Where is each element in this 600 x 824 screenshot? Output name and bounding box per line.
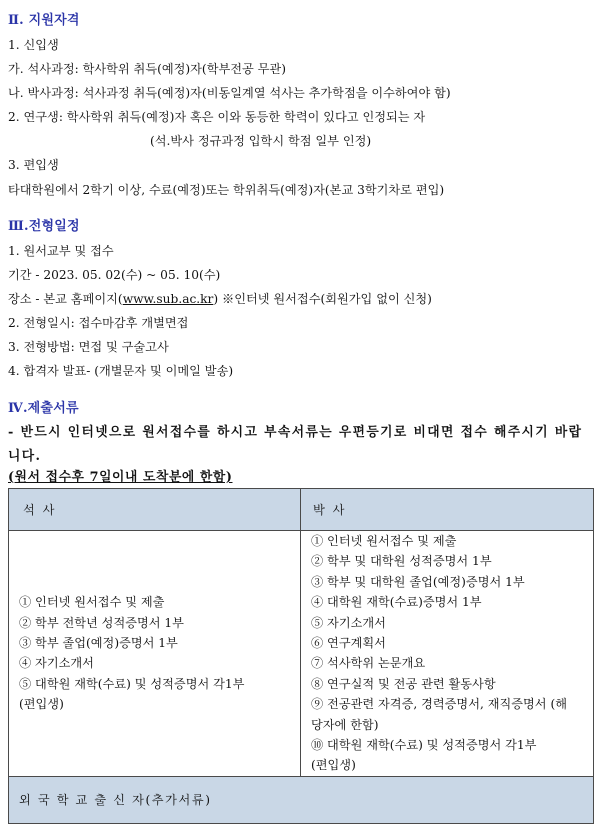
list-item: ⑤ 대학원 재학(수료) 및 성적증명서 각1부 xyxy=(19,676,245,691)
list-item: ⑥ 연구계획서 xyxy=(311,636,386,651)
text-line-place xyxy=(8,290,432,307)
list-item: 당자에 한함) xyxy=(311,717,379,732)
list-item: ② 학부 전학년 성적증명서 1부 xyxy=(19,615,184,630)
list-item: ② 학부 및 대학원 성적증명서 1부 xyxy=(311,554,492,569)
section-heading-documents: Ⅳ.제출서류 xyxy=(8,401,79,416)
table-header-master: 석 사 xyxy=(9,489,301,531)
text-line: 타대학원에서 2학기 이상, 수료(예정)또는 학위취득(예정)자(본교 3학기차로 편입) xyxy=(8,183,445,197)
text-line: 4. 합격자 발표- (개별문자 및 이메일 발송) xyxy=(8,364,234,378)
doctor-documents-cell xyxy=(301,531,594,777)
list-item: (편입생) xyxy=(19,697,64,712)
list-item: ① 인터넷 원서접수 및 제출 xyxy=(19,595,165,610)
section-heading-eligibility: Ⅱ. 지원자격 xyxy=(8,13,80,28)
notice-line: - 반드시 인터넷으로 원서접수를 하시고 부속서류는 우편등기로 비대면 접수 해주시기 바랍 xyxy=(8,425,583,440)
master-documents-cell xyxy=(9,531,301,777)
list-item: ⑤ 자기소개서 xyxy=(311,615,386,630)
place-prefix: 장소 - 본교 홈페이지( xyxy=(8,292,123,306)
list-item: ③ 학부 졸업(예정)증명서 1부 xyxy=(19,636,178,651)
text-line: 3. 전형방법: 면접 및 구술고사 xyxy=(8,340,169,354)
text-line: 나. 박사과정: 석사과정 취득(예정)자(비동일계열 석사는 추가학점을 이수하여야 함) xyxy=(8,86,451,100)
notice-line: 니다. xyxy=(8,449,42,464)
list-item: ④ 대학원 재학(수료)증명서 1부 xyxy=(311,595,482,610)
list-item: ① 인터넷 원서접수 및 제출 xyxy=(311,534,457,548)
list-item: ⑧ 연구실적 및 전공 관련 활동사항 xyxy=(311,676,496,691)
text-line: 기간 - 2023. 05. 02(수) ~ 05. 10(수) xyxy=(8,268,221,282)
table-header-doctor: 박 사 xyxy=(301,489,594,531)
text-line: 3. 편입생 xyxy=(8,158,59,172)
text-line: 1. 신입생 xyxy=(8,38,59,52)
place-suffix: ) ※인터넷 원서접수(회원가입 없이 신청) xyxy=(213,292,432,306)
list-item: (편입생) xyxy=(311,758,356,773)
section-heading-schedule: Ⅲ.전형일정 xyxy=(8,219,80,234)
notice-deadline: (원서 접수후 7일이내 도착분에 한함) xyxy=(8,470,233,485)
text-line: 가. 석사과정: 학사학위 취득(예정)자(학부전공 무관) xyxy=(8,62,286,76)
text-line: (석.박사 정규과정 입학시 학점 일부 인정) xyxy=(150,134,372,148)
list-item: ⑦ 석사학위 논문개요 xyxy=(311,656,426,671)
list-item: ⑨ 전공관련 자격증, 경력증명서, 재직증명서 (해 xyxy=(311,697,567,712)
text-line: 2. 전형일시: 접수마감후 개별면접 xyxy=(8,316,189,330)
homepage-link[interactable]: www.sub.ac.kr xyxy=(122,292,214,306)
text-line: 1. 원서교부 및 접수 xyxy=(8,244,114,258)
list-item: ④ 자기소개서 xyxy=(19,656,94,671)
documents-table xyxy=(8,488,594,824)
text-line: 2. 연구생: 학사학위 취득(예정)자 혹은 이와 동등한 학력이 있다고 인정되는 자 xyxy=(8,110,426,124)
list-item: ⑩ 대학원 재학(수료) 및 성적증명서 각1부 xyxy=(311,738,537,753)
list-item: ③ 학부 및 대학원 졸업(예정)증명서 1부 xyxy=(311,574,525,589)
foreign-school-row: 외 국 학 교 출 신 자(추가서류) xyxy=(9,776,594,823)
